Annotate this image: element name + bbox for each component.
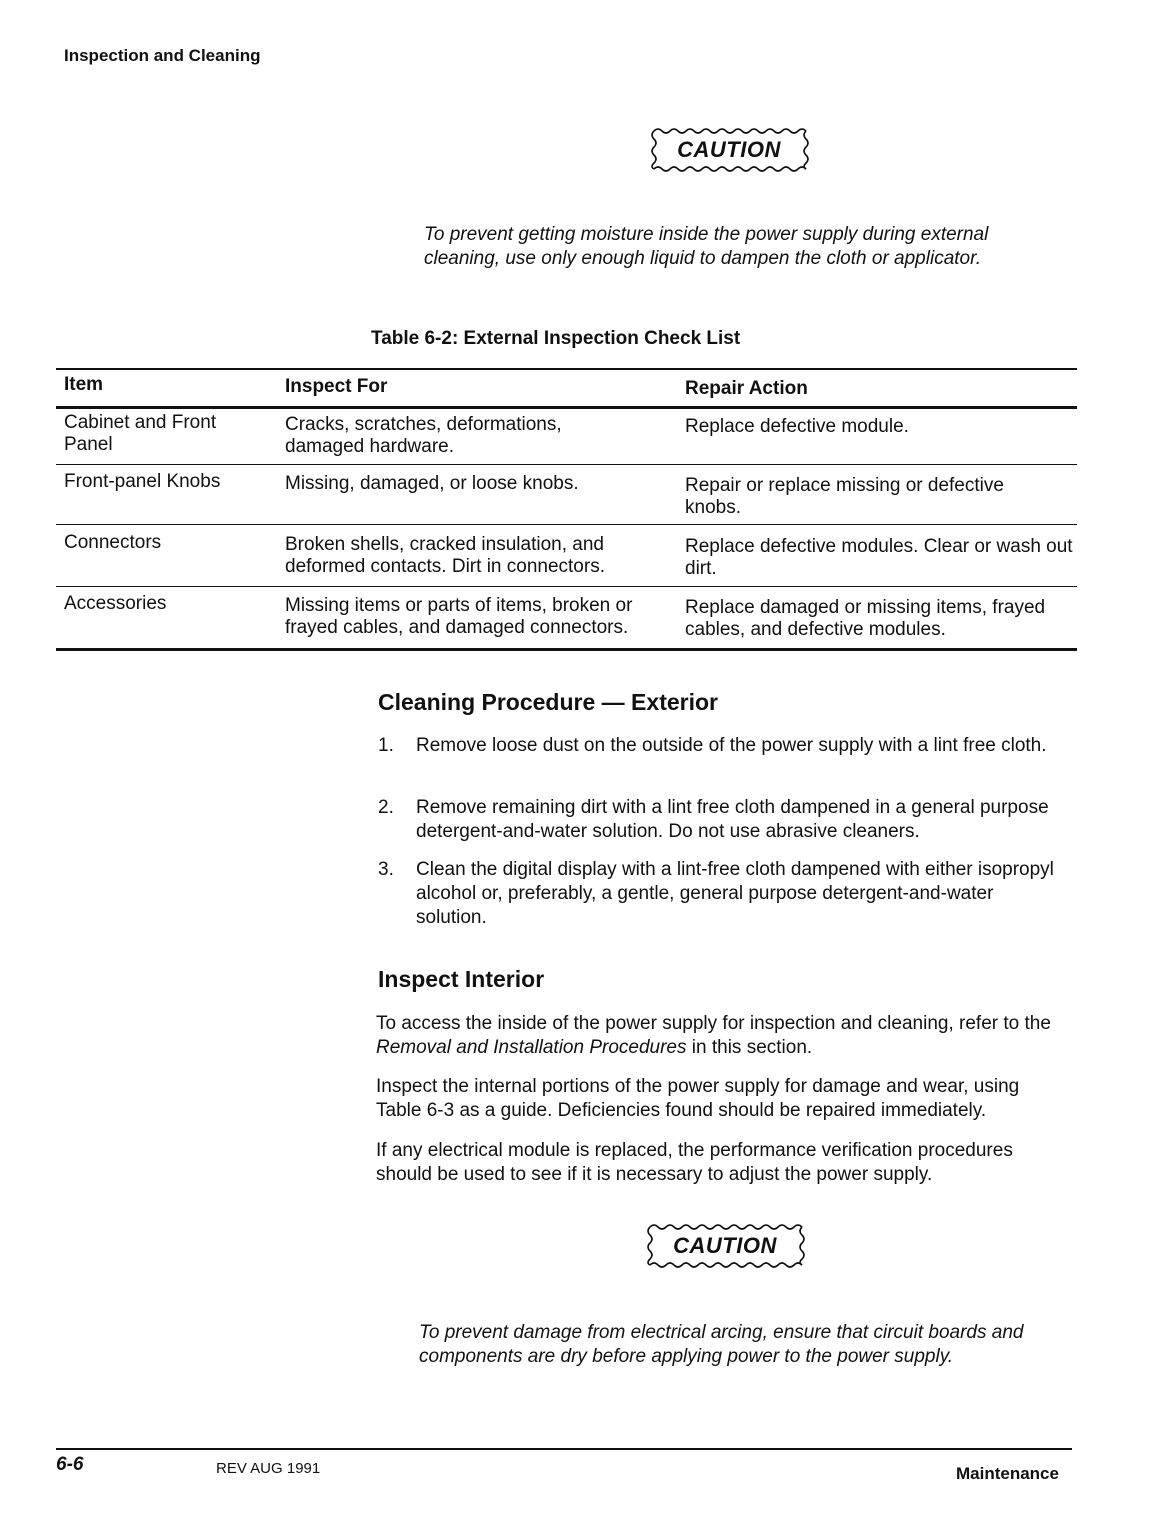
table-cell-item: Accessories (64, 593, 167, 614)
cleaning-heading: Cleaning Procedure — Exterior (378, 689, 718, 715)
table-row-rule (56, 524, 1077, 525)
step-text: Clean the digital display with a lint-free cloth dampened with either isopropyl alcohol or, preferably, a gentle, general purpose detergent-and-water solution. (416, 859, 1054, 928)
list-item (378, 734, 1068, 784)
column-header-inspect-for: Inspect For (285, 376, 388, 397)
table-cell-item: Connectors (64, 532, 162, 553)
step-number: 3. (378, 859, 394, 880)
interior-heading: Inspect Interior (378, 966, 545, 992)
table-top-rule (56, 368, 1077, 370)
table-cell-inspect: Broken shells, cracked insulation, and deformed contacts. Dirt in connectors. (285, 534, 605, 577)
interior-paragraph-3: If any electrical module is replaced, the performance verification procedures should be used to see if it is necessary to adjust the power supply. (376, 1140, 1013, 1185)
paragraph-text: in this section. (686, 1037, 813, 1058)
table-header-rule (56, 406, 1077, 409)
step-text: Remove loose dust on the outside of the power supply with a lint free cloth. (416, 735, 1047, 756)
table-row-rule (56, 586, 1077, 587)
chapter-name: Maintenance (956, 1464, 1059, 1483)
table-cell-inspect: Cracks, scratches, deformations, damaged hardware. (285, 414, 562, 457)
step-number: 1. (378, 735, 394, 756)
section-header: Inspection and Cleaning (64, 46, 261, 65)
footer-rule (56, 1448, 1072, 1450)
procedure-reference: Removal and Installation Procedures (376, 1037, 687, 1058)
step-text: Remove remaining dirt with a lint free cloth dampened in a general purpose detergent-and-water solution. Do not use abrasive cleaners. (416, 797, 1049, 842)
interior-paragraph-1 (376, 1012, 1066, 1060)
table-bottom-rule (56, 648, 1077, 651)
table-cell-repair: Repair or replace missing or defective knobs. (685, 475, 1004, 518)
revision-date: REV AUG 1991 (216, 1460, 321, 1477)
caution-label: CAUTION (677, 137, 781, 162)
list-item (378, 858, 1068, 932)
table-cell-item: Front-panel Knobs (64, 471, 221, 492)
caution-label: CAUTION (673, 1233, 777, 1258)
interior-paragraph-2: Inspect the internal portions of the power supply for damage and wear, using Table 6-3 as a guide. Deficiencies found should be repaired immediately. (376, 1076, 1020, 1121)
caution-box (644, 1221, 806, 1271)
table-cell-repair: Replace damaged or missing items, frayed cables, and defective modules. (685, 597, 1046, 640)
table-cell-repair: Replace defective module. (685, 416, 909, 437)
column-header-repair-action: Repair Action (685, 378, 808, 399)
table-cell-item: Cabinet and Front Panel (64, 412, 217, 455)
caution-text: To prevent getting moisture inside the power supply during external cleaning, use only enough liquid to dampen the cloth or applicator. (424, 224, 989, 269)
step-number: 2. (378, 797, 394, 818)
table-title: Table 6-2: External Inspection Check List (371, 328, 741, 349)
table-cell-inspect: Missing, damaged, or loose knobs. (285, 473, 579, 494)
page-number: 6-6 (56, 1454, 84, 1475)
table-cell-inspect: Missing items or parts of items, broken or frayed cables, and damaged connectors. (285, 595, 633, 638)
paragraph-text: To access the inside of the power supply for inspection and cleaning, refer to the (376, 1013, 1051, 1034)
caution-text: To prevent damage from electrical arcing, ensure that circuit boards and components are dry before applying power to the power supply. (419, 1322, 1024, 1367)
table-row-rule (56, 464, 1077, 465)
table-cell-repair: Replace defective modules. Clear or wash out dirt. (685, 536, 1073, 579)
caution-box (648, 125, 810, 175)
list-item (378, 796, 1068, 846)
column-header-item: Item (64, 374, 104, 395)
